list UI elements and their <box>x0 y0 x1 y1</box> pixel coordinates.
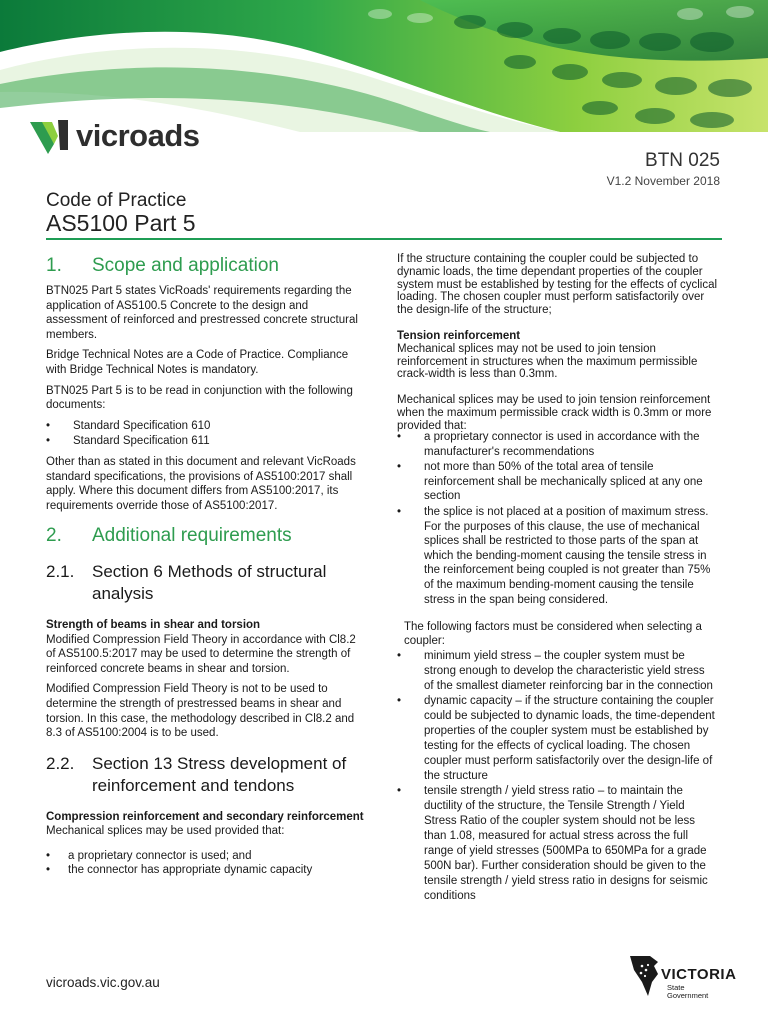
list-item: • tensile strength / yield stress ratio – to maintain the ductility of the structure, the Tensile Strength / Yield Stress Ratio of the coupler system should not be less than 1.08, measured for actual stress across the full range of yield stresses (500MPa to 650MPa for a grade 500N bar). Further consideration should be given to the tensile strength / yield stress ratio in designs for seismic conditions <box>397 784 715 904</box>
coupler-factors-paragraph: The following factors must be considered when selecting a coupler: <box>404 621 702 647</box>
scope-body <box>46 284 364 513</box>
coupler-factors-intro <box>404 621 722 648</box>
section-2-1-title: Section 6 Methods of structural analysis <box>92 562 327 603</box>
list-item: • a proprietary connector is used in accordance with the manufacturer's recommendations <box>397 430 715 459</box>
compression-paragraph: Mechanical splices may be used provided that: <box>46 825 285 837</box>
compression-subheading: Compression reinforcement and secondary reinforcement <box>46 811 364 823</box>
section-2-1-number: 2.1. <box>46 562 75 581</box>
list-item: • a proprietary connector is used; and <box>46 849 364 864</box>
section-1-heading <box>46 255 279 277</box>
list-item: • minimum yield stress – the coupler system must be strong enough to develop the characteristic yield stress of the smallest diameter reinforcing bar in the connection <box>397 649 715 694</box>
section-2-title: Additional requirements <box>92 525 292 546</box>
header-divider <box>46 238 722 240</box>
section-1-title: Scope and application <box>92 255 279 276</box>
right-column-top <box>397 253 723 433</box>
section-2-2-number: 2.2. <box>46 754 75 773</box>
state-government-label <box>667 984 708 1000</box>
coupler-factors-list <box>397 649 715 904</box>
document-title: AS5100 Part 5 <box>46 210 196 236</box>
logo-wordmark: vicroads <box>76 118 200 153</box>
shear-torsion-body <box>46 618 364 741</box>
list-item: • the connector has appropriate dynamic capacity <box>46 863 364 878</box>
government-label: Government <box>667 991 709 1000</box>
dynamic-load-paragraph: If the structure containing the coupler could be subjected to dynamic loads, the time dependant properties of the coupler system must be established by testing for the effects of cyclical loading. The chosen coupler must perform satisfactorily over the design-life of the structure; <box>397 253 718 317</box>
state-label: State <box>667 983 685 992</box>
list-item: • not more than 50% of the total area of tensile reinforcement shall be mechanically spliced at any one section <box>397 460 715 504</box>
list-item: • Standard Specification 610 <box>46 419 364 434</box>
code-of-practice-label: Code of Practice <box>46 190 187 211</box>
scope-paragraph-3: BTN025 Part 5 is to be read in conjunction with the following documents: <box>46 384 353 412</box>
compression-body <box>46 811 364 878</box>
victoria-wordmark: VICTORIA <box>661 966 737 983</box>
section-2-2-title: Section 13 Stress development of reinforcement and tendons <box>92 754 347 795</box>
section-2-number: 2. <box>46 525 62 546</box>
list-item: • dynamic capacity – if the structure containing the coupler could be subjected to dynamic loads, the time-dependent properties of the coupler system must be established by testing for the effects of cyclical loading. The chosen coupler must perform satisfactorily over the design-life of the structure <box>397 694 715 784</box>
tension-list <box>397 430 715 607</box>
section-2-2-heading <box>46 753 376 799</box>
strength-subheading: Strength of beams in shear and torsion <box>46 619 261 631</box>
section-2-1-heading <box>46 561 376 607</box>
list-item: • the splice is not placed at a position of maximum stress. For the purposes of this clause, the use of mechanical splices shall be restricted to those parts of the span at which the bending-moment causing the tensile stress in the reinforcement being coupled is not greater than 75% of the maximum bending-moment causing the tensile stress in the span being considered. <box>397 505 715 607</box>
section-2-heading <box>46 525 292 547</box>
version-date: V1.2 November 2018 <box>606 174 720 188</box>
scope-paragraph-2: Bridge Technical Notes are a Code of Practice. Compliance with Bridge Technical Notes is mandatory. <box>46 349 349 376</box>
tension-subheading: Tension reinforcement <box>397 329 521 342</box>
document-code: BTN 025 <box>645 150 720 171</box>
victoria-government-logo <box>628 952 737 1004</box>
footer-website-link[interactable]: vicroads.vic.gov.au <box>46 975 160 990</box>
shear-paragraph-1: Modified Compression Field Theory in accordance with Cl8.2 of AS5100.5:2017 may be used to determine the strength of reinforced concrete beams in shear and torsion. <box>46 633 356 675</box>
shear-paragraph-2: Modified Compression Field Theory is not to be used to determine the strength of prestressed beams in shear and torsion. In this case, the methodology described in Cl8.2 and 8.3 of AS5100:2004 is to be used. <box>46 683 355 740</box>
scope-paragraph-4: Other than as stated in this document and relevant VicRoads standard specifications, the provisions of AS5100:2017 shall apply. Where this document differs from AS5100:2017, its requirements override those of AS5100:2017. <box>46 455 356 512</box>
compression-list <box>46 849 364 878</box>
tension-paragraph-1: Mechanical splices may not be used to join tension reinforcement in structures when the maximum permissible crack-width is less than 0.3mm. <box>397 342 698 381</box>
tension-paragraph-2: Mechanical splices may be used to join tension reinforcement when the maximum permissible crack width is 0.3mm or more provided that: <box>397 394 712 432</box>
section-1-number: 1. <box>46 255 62 276</box>
list-item: • Standard Specification 611 <box>46 434 364 449</box>
scope-paragraph-1: BTN025 Part 5 states VicRoads' requirements regarding the application of AS5100.5 Concrete to the design and assessment of reinforced and prestressed concrete structural members. <box>46 285 358 341</box>
documents-list <box>46 419 364 449</box>
vicroads-logo <box>28 112 203 160</box>
